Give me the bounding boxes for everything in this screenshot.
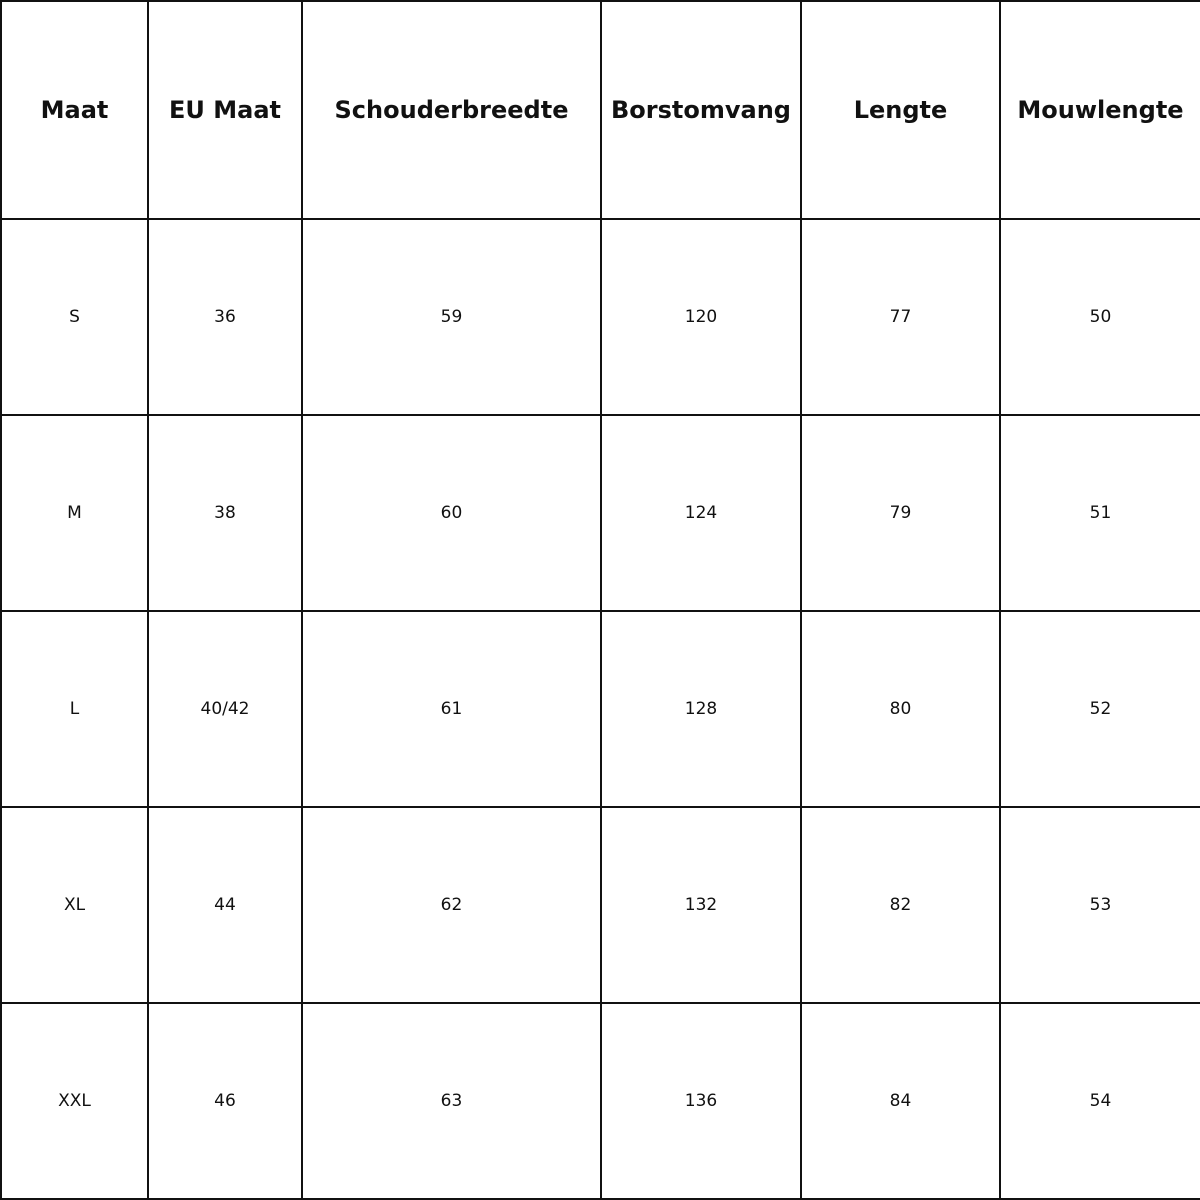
cell-mouwlengte: 52 [1000, 611, 1200, 807]
cell-eu-maat: 36 [148, 219, 302, 415]
cell-schouderbreedte: 61 [302, 611, 601, 807]
cell-maat: L [1, 611, 148, 807]
cell-maat: M [1, 415, 148, 611]
cell-mouwlengte: 51 [1000, 415, 1200, 611]
cell-lengte: 79 [801, 415, 1000, 611]
cell-borstomvang: 136 [601, 1003, 801, 1199]
cell-schouderbreedte: 62 [302, 807, 601, 1003]
cell-borstomvang: 124 [601, 415, 801, 611]
cell-lengte: 84 [801, 1003, 1000, 1199]
cell-maat: XL [1, 807, 148, 1003]
header-borstomvang: Borstomvang [601, 1, 801, 219]
cell-eu-maat: 38 [148, 415, 302, 611]
header-maat: Maat [1, 1, 148, 219]
cell-maat: S [1, 219, 148, 415]
cell-schouderbreedte: 60 [302, 415, 601, 611]
cell-lengte: 77 [801, 219, 1000, 415]
cell-lengte: 80 [801, 611, 1000, 807]
cell-schouderbreedte: 63 [302, 1003, 601, 1199]
cell-borstomvang: 132 [601, 807, 801, 1003]
cell-maat: XXL [1, 1003, 148, 1199]
header-mouwlengte: Mouwlengte [1000, 1, 1200, 219]
cell-borstomvang: 120 [601, 219, 801, 415]
cell-mouwlengte: 53 [1000, 807, 1200, 1003]
cell-mouwlengte: 54 [1000, 1003, 1200, 1199]
header-eu-maat: EU Maat [148, 1, 302, 219]
cell-schouderbreedte: 59 [302, 219, 601, 415]
table-row [1, 219, 1200, 415]
header-row [1, 1, 1200, 219]
header-schouderbreedte: Schouderbreedte [302, 1, 601, 219]
header-lengte: Lengte [801, 1, 1000, 219]
table-row [1, 415, 1200, 611]
table-row [1, 807, 1200, 1003]
cell-eu-maat: 40/42 [148, 611, 302, 807]
cell-eu-maat: 44 [148, 807, 302, 1003]
cell-eu-maat: 46 [148, 1003, 302, 1199]
cell-mouwlengte: 50 [1000, 219, 1200, 415]
table-row [1, 611, 1200, 807]
cell-lengte: 82 [801, 807, 1000, 1003]
cell-borstomvang: 128 [601, 611, 801, 807]
table-row [1, 1003, 1200, 1199]
